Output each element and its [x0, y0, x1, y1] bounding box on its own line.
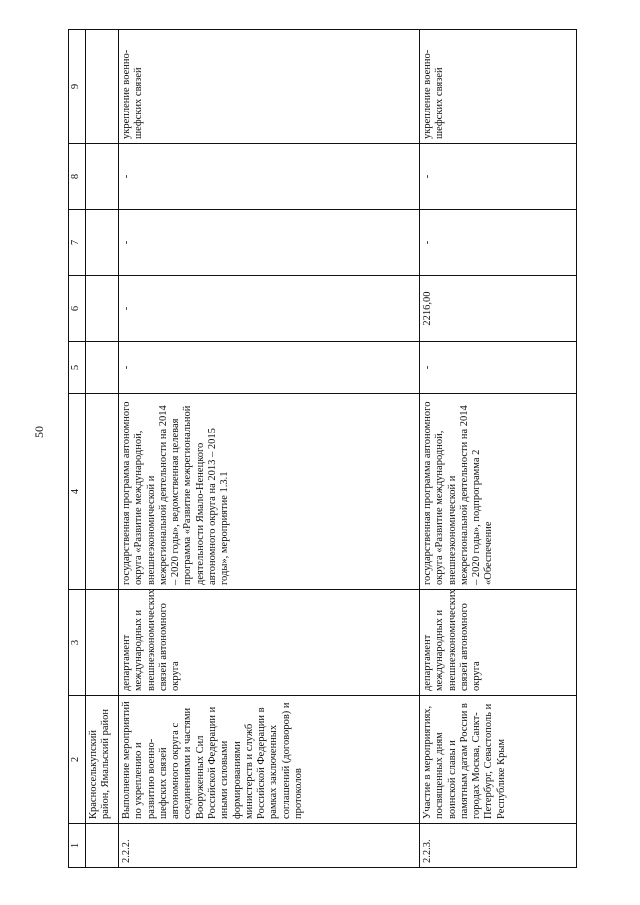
- continuation-row: [86, 30, 119, 868]
- column-header-3: 3: [69, 590, 86, 696]
- column-header-8: 8: [69, 144, 86, 210]
- measure-name: Выполнение мероприятий по укреплению и развитию военно-шефских связей автономного округа с соединениями и частями Вооруженных Сил Российской Федерации и иными силовыми формированиями министерств и служб Российской Федерации в рамках заключенных соглашений (договоров) и протоколов: [119, 696, 420, 824]
- column-header-5: 5: [69, 342, 86, 394]
- column-header-2: 2: [69, 696, 86, 824]
- cell-empty: [86, 30, 119, 144]
- cell-empty: [86, 144, 119, 210]
- column-header-1: 1: [69, 824, 86, 868]
- col5-value: -: [420, 342, 577, 394]
- measure-name: Участие в мероприятиях, посвященных дням воинской славы и памятным датам России в городах Москва, Санкт-Петербург, Севастополь и Республике Крым: [420, 696, 577, 824]
- cell-empty: [86, 394, 119, 590]
- column-header-9: 9: [69, 30, 86, 144]
- col7-value: -: [119, 210, 420, 276]
- col8-value: -: [119, 144, 420, 210]
- executor: департамент международных и внешнеэкономических связей автономного округа: [119, 590, 420, 696]
- cell-empty: [86, 342, 119, 394]
- col8-value: -: [420, 144, 577, 210]
- cell-empty: [86, 590, 119, 696]
- row-number: 2.2.2.: [119, 824, 420, 868]
- program-reference: государственная программа автономного округа «Развитие международной, внешнеэкономической и межрегиональной деятельности на 2014 – 2020 годы», подпрограмма 2 «Обеспечение: [420, 394, 577, 590]
- continued-districts: Красноселькупский район, Ямальский район: [86, 696, 119, 824]
- col5-value: -: [119, 342, 420, 394]
- page-number: 50: [32, 426, 46, 438]
- column-header-4: 4: [69, 394, 86, 590]
- row-number: 2.2.3.: [420, 824, 577, 868]
- cell-empty: [86, 276, 119, 342]
- column-header-7: 7: [69, 210, 86, 276]
- col6-value: 2216,00: [420, 276, 577, 342]
- column-header-6: 6: [69, 276, 86, 342]
- expected-result: укрепление военно-шефских связей: [420, 30, 577, 144]
- program-table: [68, 29, 577, 868]
- cell-empty: [86, 824, 119, 868]
- col7-value: -: [420, 210, 577, 276]
- table-row: [420, 30, 577, 868]
- column-number-row: [69, 30, 86, 868]
- program-reference: государственная программа автономного округа «Развитие международной, внешнеэкономической и межрегиональной деятельности на 2014 – 2020 годы», ведомственная целевая программа «Развитие межрегиональной деятельности Ямало-Ненецкого автономного округа на 2013 – 2015 годы», мероприятие 1.3.1: [119, 394, 420, 590]
- cell-empty: [86, 210, 119, 276]
- col6-value: -: [119, 276, 420, 342]
- executor: департамент международных и внешнеэкономических связей автономного округа: [420, 590, 577, 696]
- table-row: [119, 30, 420, 868]
- rotated-table-sheet: [68, 30, 598, 868]
- expected-result: укрепление военно-шефских связей: [119, 30, 420, 144]
